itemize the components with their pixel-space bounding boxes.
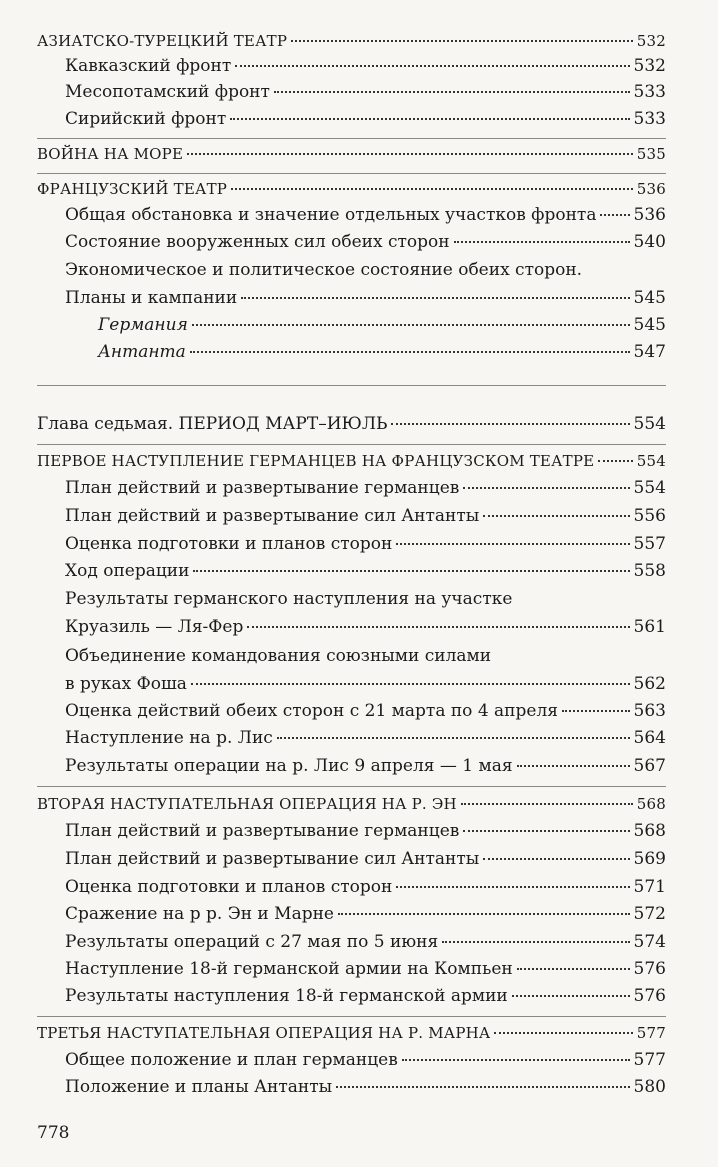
toc-section-entry: ПЕРВОЕ НАСТУПЛЕНИЕ ГЕРМАНЦЕВ НА ФРАНЦУЗСКОМ ТЕАТРЕ 554 — [37, 452, 666, 470]
toc-entry: Ход операции 558 — [65, 561, 666, 581]
toc-entry: План действий и развертывание сил Антанты 556 — [65, 506, 666, 526]
page-number: 778 — [37, 1123, 70, 1143]
toc-entry-no-page: Экономическое и политическое состояние обеих сторон. — [65, 260, 583, 280]
toc-entry: Общая обстановка и значение отдельных участков фронта 536 — [65, 205, 666, 225]
section-rule — [37, 138, 666, 139]
toc-section-entry: ТРЕТЬЯ НАСТУПАТЕЛЬНАЯ ОПЕРАЦИЯ НА Р. МАРНА 577 — [37, 1024, 666, 1042]
toc-entry: Состояние вооруженных сил обеих сторон 540 — [65, 232, 666, 252]
toc-section-entry: АЗИАТСКО-ТУРЕЦКИЙ ТЕАТР 532 — [37, 32, 666, 50]
toc-entry: Сирийский фронт 533 — [65, 109, 666, 129]
toc-entry: Оценка подготовки и планов сторон 557 — [65, 534, 666, 554]
toc-entry: Результаты операций с 27 мая по 5 июня 574 — [65, 932, 666, 952]
toc-entry: Кавказский фронт 532 — [65, 56, 666, 76]
toc-entry: План действий и развертывание германцев 554 — [65, 478, 666, 498]
toc-section-entry: ВОЙНА НА МОРЕ 535 — [37, 145, 666, 163]
toc-section-entry: ВТОРАЯ НАСТУПАТЕЛЬНАЯ ОПЕРАЦИЯ НА Р. ЭН 568 — [37, 795, 666, 813]
toc-entry: Положение и планы Антанты 580 — [65, 1077, 666, 1097]
toc-chapter-entry: Глава седьмая. ПЕРИОД МАРТ–ИЮЛЬ 554 — [37, 414, 666, 434]
toc-entry: Наступление 18-й германской армии на Компьен 576 — [65, 959, 666, 979]
section-rule — [37, 786, 666, 787]
toc-entry: Результаты операции на р. Лис 9 апреля — 1 мая 567 — [65, 756, 666, 776]
toc-subentry: Германия 545 — [98, 315, 666, 335]
section-rule — [37, 173, 666, 174]
chapter-rule — [37, 385, 666, 386]
toc-subentry: Антанта 547 — [98, 342, 666, 362]
toc-entry: Месопотамский фронт 533 — [65, 82, 666, 102]
toc-entry: Круазиль — Ля-Фер 561 — [65, 617, 666, 637]
toc-entry: План действий и развертывание германцев 568 — [65, 821, 666, 841]
toc-entry: Планы и кампании 545 — [65, 288, 666, 308]
toc-entry: Результаты наступления 18-й германской армии 576 — [65, 986, 666, 1006]
toc-entry: Наступление на р. Лис 564 — [65, 728, 666, 748]
toc-entry: Общее положение и план германцев 577 — [65, 1050, 666, 1070]
toc-entry: Оценка подготовки и планов сторон 571 — [65, 877, 666, 897]
toc-entry: План действий и развертывание сил Антанты 569 — [65, 849, 666, 869]
toc-section-entry: ФРАНЦУЗСКИЙ ТЕАТР 536 — [37, 180, 666, 198]
toc-entry: в руках Фоша 562 — [65, 674, 666, 694]
toc-entry-first-line: Результаты германского наступления на участке — [65, 589, 513, 609]
section-rule — [37, 1016, 666, 1017]
section-rule — [37, 444, 666, 445]
toc-entry: Оценка действий обеих сторон с 21 марта по 4 апреля 563 — [65, 701, 666, 721]
toc-entry: Сражение на р р. Эн и Марне 572 — [65, 904, 666, 924]
toc-entry-first-line: Объединение командования союзными силами — [65, 646, 492, 666]
